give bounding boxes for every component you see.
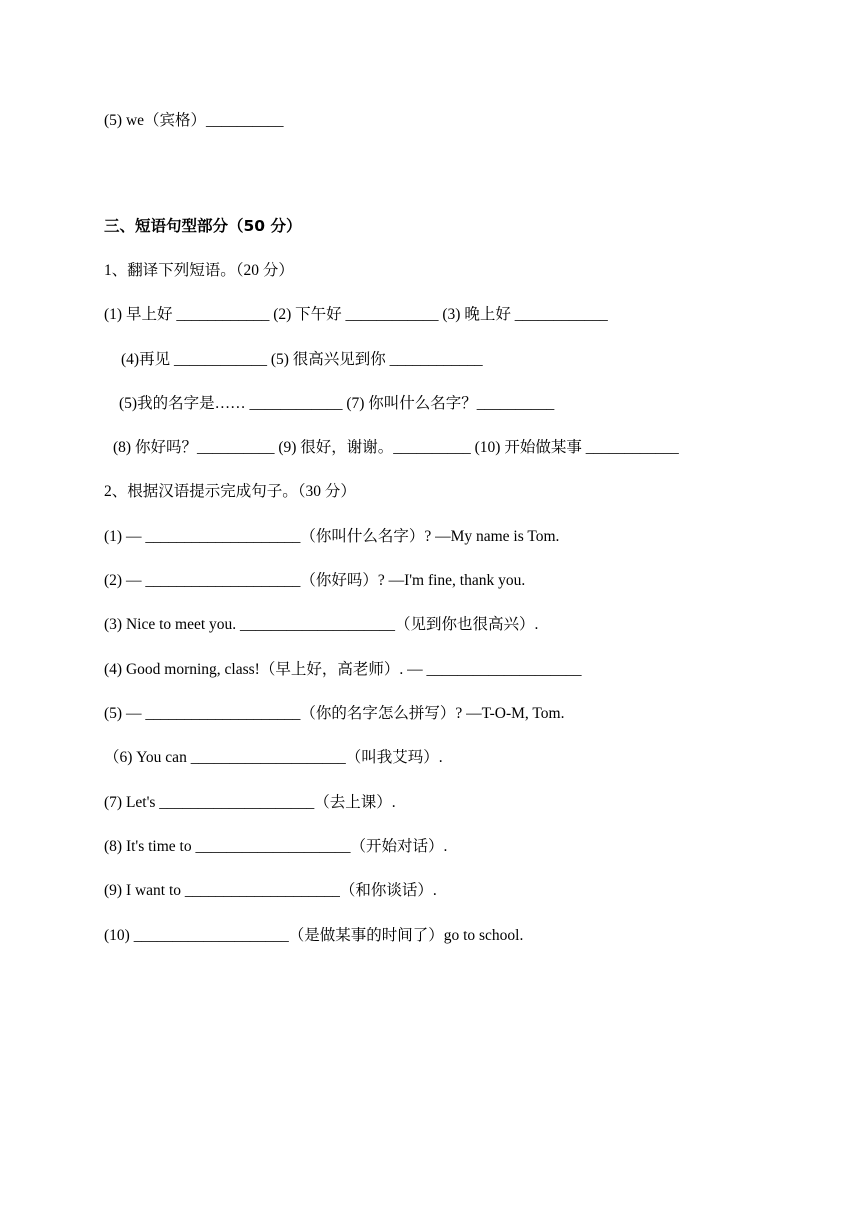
part2-sentence-5: (5) — ____________________（你的名字怎么拼写）? —T-O-M, Tom. [104,705,565,722]
part2-sentence-8: (8) It's time to ____________________（开始对话）. [104,838,448,855]
part2-sentence-4: (4) Good morning, class!（早上好，高老师）. — ____________________ [104,661,582,678]
top-item-we-objective: (5) we（宾格）__________ [104,112,284,129]
part1-line-4: (8) 你好吗？__________ (9) 很好，谢谢。__________ (10) 开始做某事 ____________ [113,439,679,456]
part2-sentence-10: (10) ____________________（是做某事的时间了）go to school. [104,927,524,944]
part2-sentence-2: (2) — ____________________（你好吗）? —I'm fine, thank you. [104,572,526,589]
part1-title: 1、翻译下列短语。（20 分） [104,262,294,279]
part2-sentence-1: (1) — ____________________（你叫什么名字）? —My name is Tom. [104,528,560,545]
part1-line-3: (5)我的名字是…… ____________ (7) 你叫什么名字？__________ [119,395,555,412]
part2-title: 2、根据汉语提示完成句子。（30 分） [104,483,356,500]
part2-sentence-9: (9) I want to ____________________（和你谈话）. [104,882,437,899]
part2-sentence-3: (3) Nice to meet you. ____________________（见到你也很高兴）. [104,616,539,633]
section-heading: 三、短语句型部分（50 分） [104,217,302,235]
part2-sentence-7: (7) Let's ____________________（去上课）. [104,794,396,811]
part2-sentence-6: （6) You can ____________________（叫我艾玛）. [104,749,443,766]
part1-line-1: (1) 早上好 ____________ (2) 下午好 ____________ (3) 晚上好 ____________ [104,306,608,323]
part1-line-2: (4)再见 ____________ (5) 很高兴见到你 ____________ [121,351,483,368]
